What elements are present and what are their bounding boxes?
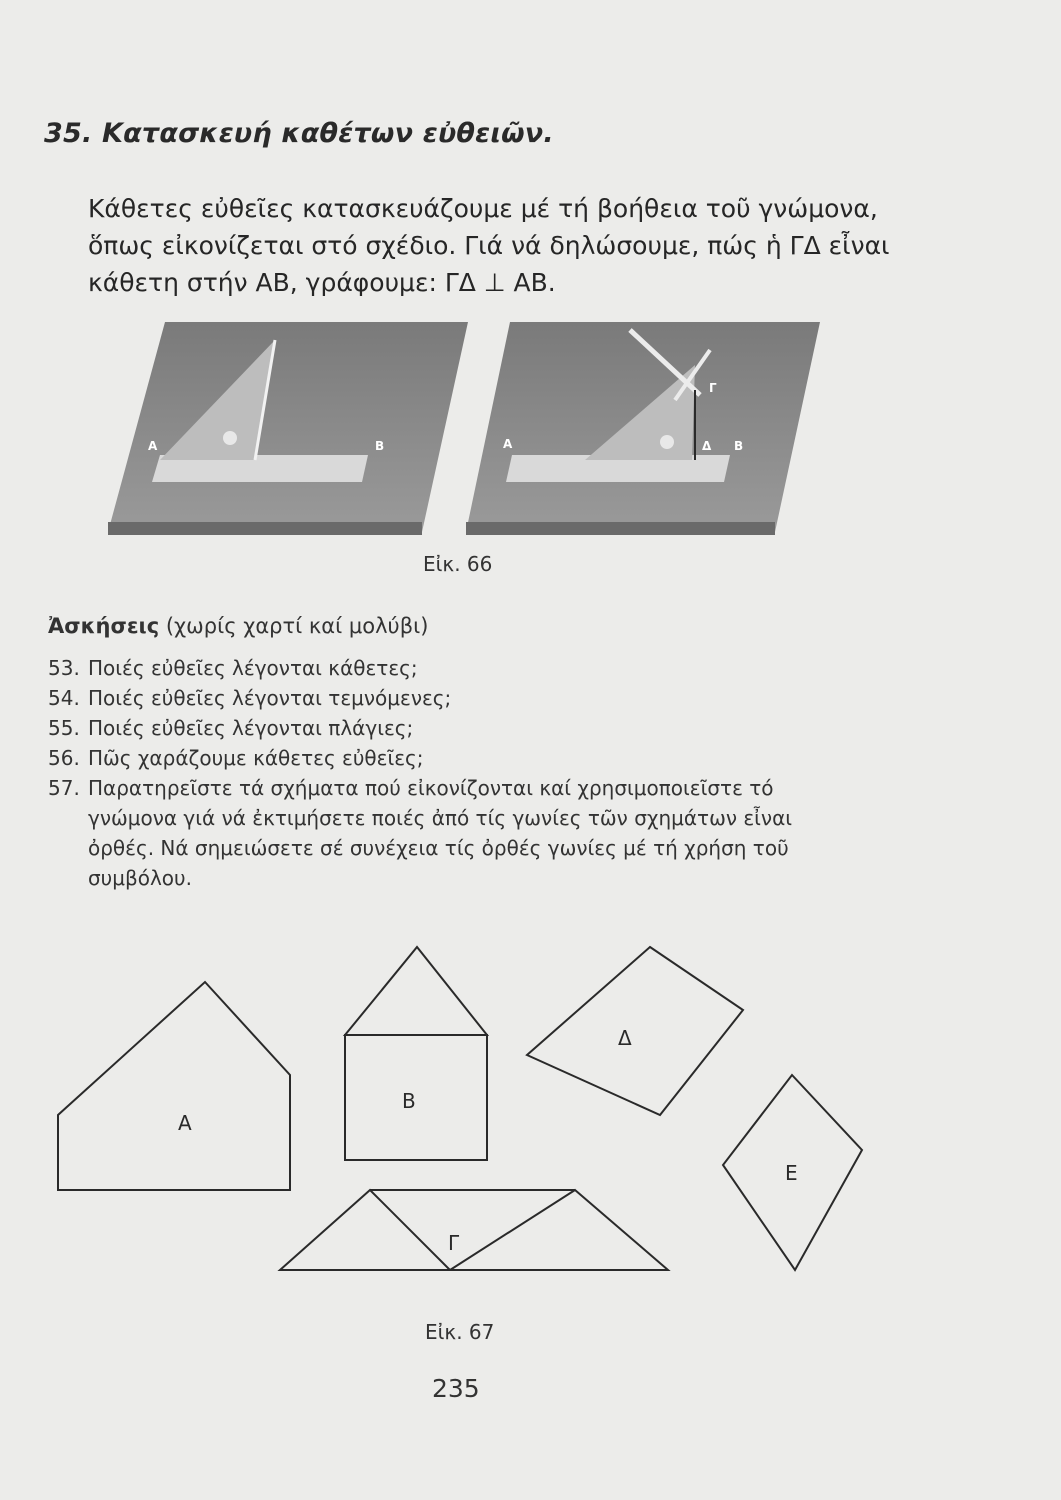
label-A-left: Α	[148, 439, 158, 453]
section-title: 35. Κατασκευή καθέτων εὐθειῶν.	[44, 118, 554, 149]
exercise-number: 55.	[48, 716, 80, 740]
intro-line: ὅπως εἰκονίζεται στό σχέδιο. Γιά νά δηλώσουμε, πώς ἡ ΓΔ εἶναι	[88, 231, 890, 260]
label-A-right: Α	[503, 437, 513, 451]
intro-paragraph	[88, 190, 908, 301]
shape-D-square	[527, 947, 743, 1115]
figure-67-caption: Εἰκ. 67	[425, 1320, 495, 1344]
exercise-number: 57.	[48, 776, 80, 800]
exercise-text: Ποιές εὐθεῖες λέγονται πλάγιες;	[88, 716, 414, 740]
figure-66-caption: Εἰκ. 66	[423, 552, 493, 576]
label-B-left: Β	[375, 439, 385, 453]
exercise-item	[48, 743, 908, 773]
exercise-text: Ποιές εὐθεῖες λέγονται κάθετες;	[88, 656, 418, 680]
label-shape-A: Α	[178, 1111, 192, 1135]
shape-A-pentagon	[58, 982, 290, 1190]
exercise-number: 53.	[48, 656, 80, 680]
shape-B-house	[345, 1035, 487, 1160]
figure-67-shapes	[40, 925, 880, 1305]
label-shape-B: Β	[402, 1089, 416, 1113]
exercise-continuation: γνώμονα γιά νά ἐκτιμήσετε ποιές ἀπό τίς γωνίες τῶν σχημάτων εἶναι	[88, 806, 793, 830]
label-B-right: Β	[734, 439, 744, 453]
exercises-heading-bold: Ἀσκήσεις	[48, 614, 160, 638]
intro-line: κάθετη στήν ΑΒ, γράφουμε: ΓΔ ⊥ ΑΒ.	[88, 268, 556, 297]
exercise-number: 56.	[48, 746, 80, 770]
exercise-text: Παρατηρεῖστε τά σχήματα πού εἰκονίζονται καί χρησιμοποιεῖστε τό	[88, 776, 774, 800]
exercise-item	[48, 653, 908, 683]
label-D-right: Δ	[702, 439, 712, 453]
label-shape-D: Δ	[618, 1026, 632, 1050]
label-shape-E: Ε	[785, 1161, 798, 1185]
label-shape-G: Γ	[448, 1231, 460, 1255]
shape-G-triangle-right	[450, 1190, 668, 1270]
photo-right	[466, 322, 820, 535]
page-number: 235	[432, 1374, 480, 1403]
exercise-continuation: συμβόλου.	[88, 866, 192, 890]
exercise-item	[48, 683, 908, 713]
exercise-text: Πῶς χαράζουμε κάθετες εὐθεῖες;	[88, 746, 424, 770]
exercise-continuation: ὀρθές. Νά σημειώσετε σέ συνέχεια τίς ὀρθές γωνίες μέ τή χρήση τοῦ	[88, 836, 789, 860]
photo-left	[108, 322, 468, 535]
figure-66-photos	[100, 310, 830, 540]
exercise-item	[48, 713, 908, 743]
exercises-heading-rest: (χωρίς χαρτί καί μολύβι)	[165, 614, 429, 638]
exercise-item	[48, 773, 908, 803]
shape-G-triangles	[280, 1190, 450, 1270]
shape-B-roof	[345, 947, 487, 1035]
label-G-right: Γ	[709, 381, 717, 395]
exercises-heading	[48, 614, 428, 638]
exercise-list	[48, 653, 908, 893]
intro-line: Κάθετες εὐθεῖες κατασκευάζουμε μέ τή βοήθεια τοῦ γνώμονα,	[88, 194, 878, 223]
exercise-number: 54.	[48, 686, 80, 710]
exercise-text: Ποιές εὐθεῖες λέγονται τεμνόμενες;	[88, 686, 452, 710]
